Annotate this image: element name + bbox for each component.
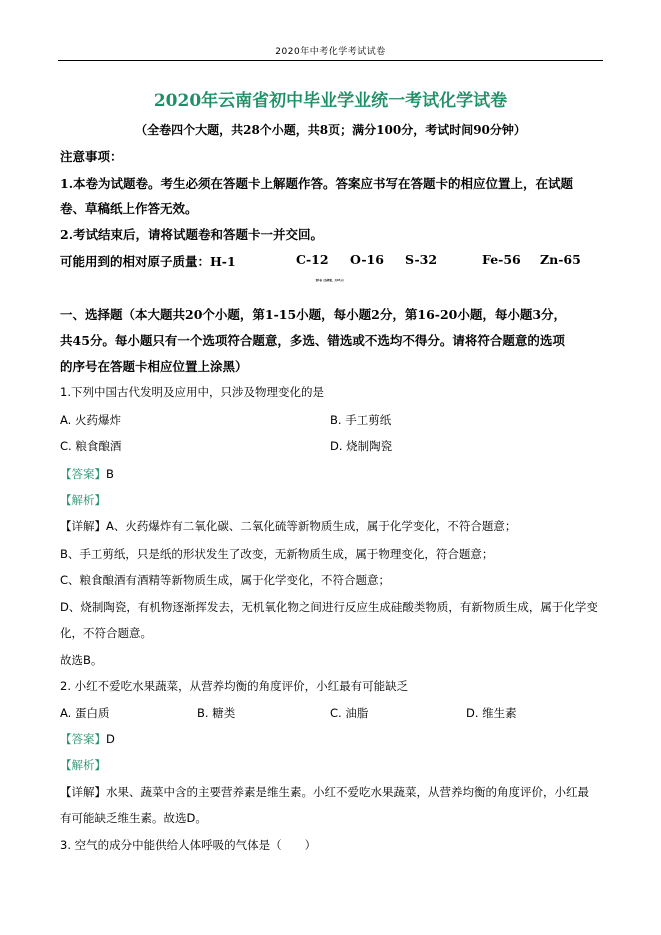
volume-heading: 第Ⅰ卷（选择题，共45分）	[315, 279, 346, 282]
q2-option-c: C. 油脂	[330, 706, 369, 720]
q1-detail-c: C、粮食酿酒有酒精等新物质生成，属于化学变化，不符合题意；	[60, 573, 391, 587]
detail-text: A、火药爆炸有二氧化碳、二氧化硫等新物质生成，属于化学变化，不符合题意；	[106, 519, 517, 533]
q1-option-b: B. 手工剪纸	[330, 413, 392, 427]
atomic-mass-label: 可能用到的相对原子质量：H-1	[60, 254, 236, 269]
notes-heading: 注意事项：	[60, 149, 123, 164]
q1-analysis-tag: 【解析】	[60, 493, 106, 507]
q2-analysis-tag: 【解析】	[60, 758, 106, 772]
q1-detail-a	[60, 518, 516, 534]
q2-answer	[60, 731, 115, 747]
q3-stem: 3. 空气的成分中能供给人体呼吸的气体是（ ）	[60, 838, 317, 852]
running-header: 2020年中考化学考试试卷	[275, 47, 386, 57]
answer-value: D	[106, 732, 115, 746]
q1-option-c: C. 粮食酿酒	[60, 439, 122, 453]
q1-conclusion: 故选B。	[60, 653, 103, 667]
section-1-line-2: 共45分。每小题只有一个选项符合题意，多选、错选或不选均不得分。请将符合题意的选项	[60, 333, 565, 348]
q1-stem: 1.下列中国古代发明及应用中，只涉及物理变化的是	[60, 385, 324, 399]
answer-tag: 【答案】	[60, 732, 106, 746]
atomic-mass-fe: Fe-56	[482, 252, 521, 267]
q1-option-a: A. 火药爆炸	[60, 413, 121, 427]
detail-tag: 【详解】	[60, 785, 106, 799]
q2-stem: 2. 小红不爱吃水果蔬菜，从营养均衡的角度评价，小红最有可能缺乏	[60, 679, 409, 693]
exam-title: 2020年云南省初中毕业学业统一考试化学试卷	[153, 91, 508, 111]
q1-detail-d-line-2: 化，不符合题意。	[60, 626, 152, 640]
q2-option-b: B. 糖类	[197, 706, 236, 720]
atomic-mass-c: C-12	[296, 252, 329, 267]
exam-subtitle: （全卷四个大题，共28个小题，共8页；满分100分，考试时间90分钟）	[135, 123, 526, 137]
answer-value: B	[106, 467, 114, 481]
header-rule	[58, 60, 603, 61]
q1-answer	[60, 466, 114, 482]
q1-detail-b: B、手工剪纸，只是纸的形状发生了改变，无新物质生成，属于物理变化，符合题意；	[60, 547, 494, 561]
q1-detail-d-line-1: D、烧制陶瓷，有机物逐渐挥发去，无机氧化物之间进行反应生成硅酸类物质，有新物质生成，属于化学变	[60, 600, 598, 614]
q2-option-a: A. 蛋白质	[60, 706, 110, 720]
atomic-mass-zn: Zn-65	[540, 252, 581, 267]
q2-detail-line-1	[60, 784, 589, 800]
section-1-line-3: 的序号在答题卡相应位置上涂黑）	[60, 359, 248, 374]
detail-tag: 【详解】	[60, 519, 106, 533]
q2-option-d: D. 维生素	[466, 706, 517, 720]
section-1-line-1: 一、选择题（本大题共20个小题，第1-15小题，每小题2分，第16-20小题，每小题3分，	[60, 307, 567, 322]
q2-detail-line-2: 有可能缺乏维生素。故选D。	[60, 811, 207, 825]
q1-option-d: D. 烧制陶瓷	[330, 439, 393, 453]
notes-item-2: 2.考试结束后，请将试题卷和答题卡一并交回。	[60, 227, 324, 242]
detail-text: 水果、蔬菜中含的主要营养素是维生素。小红不爱吃水果蔬菜，从营养均衡的角度评价，小红最	[106, 785, 589, 799]
atomic-mass-o: O-16	[350, 252, 384, 267]
notes-item-1-line-2: 卷、草稿纸上作答无效。	[60, 201, 198, 216]
answer-tag: 【答案】	[60, 467, 106, 481]
atomic-mass-s: S-32	[405, 252, 438, 267]
notes-item-1-line-1: 1.本卷为试题卷。考生必须在答题卡上解题作答。答案应书写在答题卡的相应位置上，在试题	[60, 176, 574, 191]
